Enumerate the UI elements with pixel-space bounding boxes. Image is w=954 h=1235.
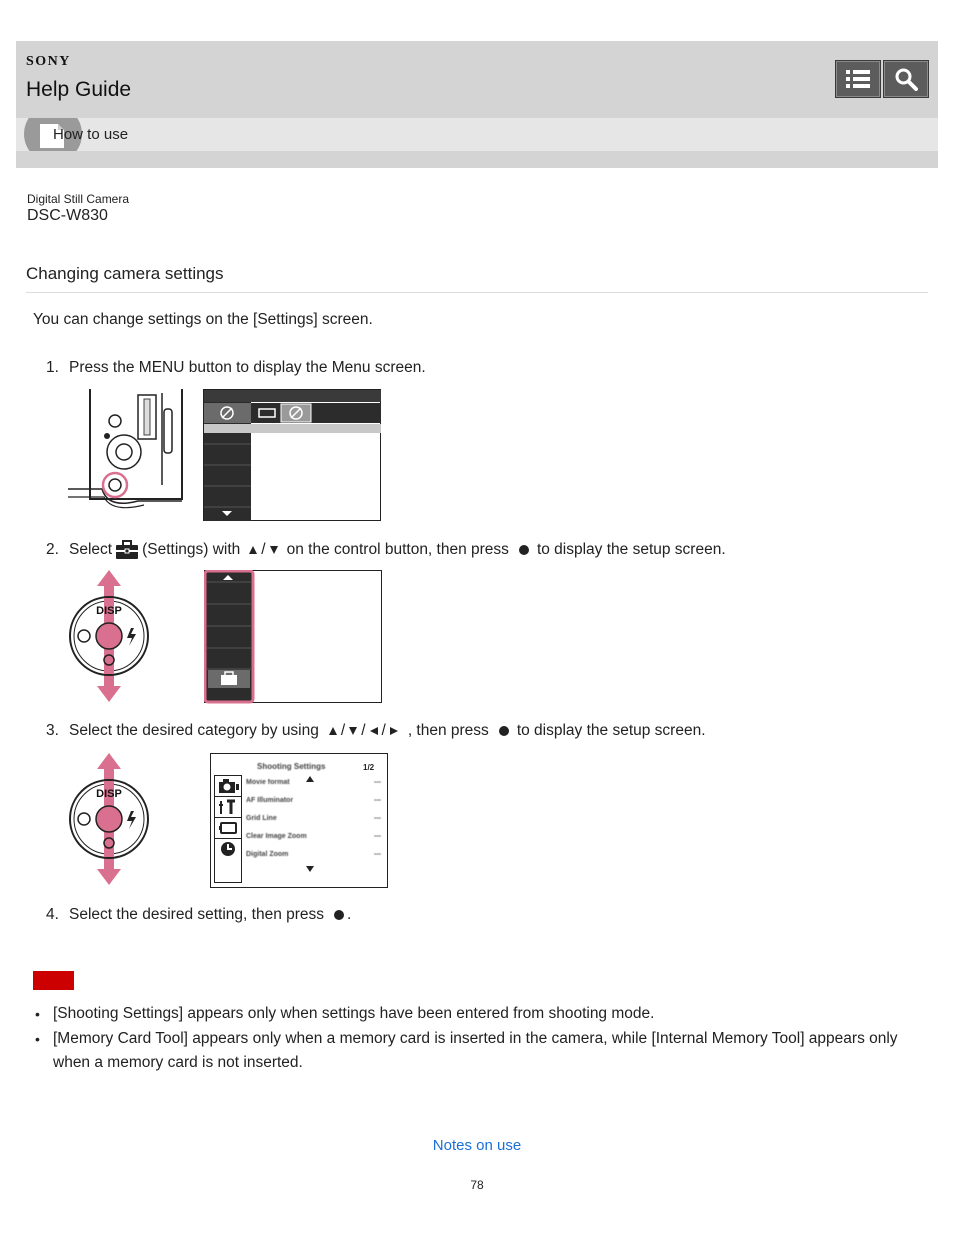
arrow-up-icon <box>248 545 258 555</box>
notes-on-use-link[interactable]: Notes on use <box>432 1137 522 1154</box>
menu-screen-illustration <box>203 389 382 522</box>
setup-row[interactable] <box>246 797 381 815</box>
tools-tab-icon <box>215 797 241 818</box>
setup-row-label: AF Illuminator <box>246 797 294 804</box>
setup-row[interactable] <box>246 779 381 797</box>
setup-row[interactable] <box>246 833 381 851</box>
intro-text: You can change settings on the [Settings] screen. <box>33 311 373 328</box>
setup-row-value: --- <box>374 815 381 822</box>
step-text: to display the setup screen. <box>536 541 726 558</box>
arrow-up-icon <box>328 726 338 736</box>
product-type: Digital Still Camera <box>27 192 130 206</box>
dial-label: DISP <box>96 788 122 800</box>
setup-row[interactable] <box>246 815 381 833</box>
control-dial-up-down-illustration <box>67 568 151 704</box>
dial-label: DISP <box>96 605 122 617</box>
step-2 <box>46 540 726 560</box>
center-button-icon <box>518 544 530 556</box>
control-dial-illustration <box>67 751 151 887</box>
app-title: Help Guide <box>26 78 132 101</box>
step-number: 2. <box>46 541 59 558</box>
memory-tab-icon <box>215 818 241 839</box>
title-divider <box>26 292 928 293</box>
search-button[interactable] <box>883 60 929 98</box>
separator: / <box>381 722 386 739</box>
setup-row-value: --- <box>374 797 381 804</box>
setup-row-label: Movie format <box>246 779 290 786</box>
camera-back-illustration <box>68 389 186 513</box>
note-item: • [Shooting Settings] appears only when settings have been entered from shooting mode. <box>33 1002 913 1027</box>
step-text: on the control button, then press <box>286 541 509 558</box>
setup-row-label: Clear Image Zoom <box>246 833 307 840</box>
separator: / <box>361 722 366 739</box>
header-top <box>16 41 938 118</box>
settings-toolbox-icon <box>115 540 139 560</box>
arrow-left-icon <box>369 726 379 736</box>
step-4 <box>46 906 351 924</box>
setup-row-value: --- <box>374 833 381 840</box>
step-3 <box>46 722 706 740</box>
step-1 <box>46 359 426 377</box>
setup-row-value: --- <box>374 851 381 858</box>
separator: / <box>261 541 266 558</box>
setup-screen-illustration <box>210 753 388 888</box>
product-model: DSC-W830 <box>27 207 108 224</box>
setup-row-label: Grid Line <box>246 815 277 822</box>
search-icon <box>894 67 918 91</box>
note-item: • [Memory Card Tool] appears only when a memory card is inserted in the camera, while [Internal Memory Tool] appears only when a memory card is not inserted. <box>33 1027 913 1076</box>
arrow-down-icon <box>269 545 279 555</box>
setup-row-value: --- <box>374 779 381 786</box>
step-text: , then press <box>407 722 489 739</box>
page-title: Changing camera settings <box>26 264 224 283</box>
arrow-down-icon <box>348 726 358 736</box>
contents-list-button[interactable] <box>835 60 881 98</box>
step-number: 3. <box>46 722 59 739</box>
menu-settings-screen-illustration <box>204 570 382 704</box>
header-buttons <box>835 60 929 98</box>
brand-logo: SONY <box>26 54 71 69</box>
step-text: Press the MENU button to display the Menu screen. <box>69 359 426 376</box>
camera-tab-icon <box>215 776 241 797</box>
step-text: . <box>347 906 352 923</box>
list-icon <box>845 68 871 90</box>
step-number: 4. <box>46 906 59 923</box>
step-text: (Settings) with <box>142 541 241 558</box>
center-button-icon <box>498 725 510 737</box>
page-number: 78 <box>470 1178 484 1192</box>
arrow-right-icon <box>389 726 399 736</box>
setup-screen-body <box>211 754 387 887</box>
step-text: Select the desired category by using <box>69 722 319 739</box>
clock-tab-icon <box>215 839 241 860</box>
setup-page-indicator: 1/2 <box>363 763 375 772</box>
separator: / <box>340 722 346 739</box>
step-text: Select <box>69 541 113 558</box>
page-header <box>16 41 938 168</box>
note-marker <box>33 971 74 990</box>
setup-heading: Shooting Settings <box>257 762 326 771</box>
step-text: Select the desired setting, then press <box>69 906 325 923</box>
step-number: 1. <box>46 359 59 376</box>
scroll-down-icon <box>306 866 314 872</box>
breadcrumb <box>16 118 938 151</box>
step-text: to display the setup screen. <box>516 722 706 739</box>
notes-list <box>33 1002 913 1076</box>
category-tabs <box>214 775 242 883</box>
breadcrumb-how-to-use[interactable]: How to use <box>53 126 129 143</box>
setup-row-label: Digital Zoom <box>246 851 289 858</box>
center-button-icon <box>333 909 345 921</box>
setup-rows <box>246 779 381 869</box>
